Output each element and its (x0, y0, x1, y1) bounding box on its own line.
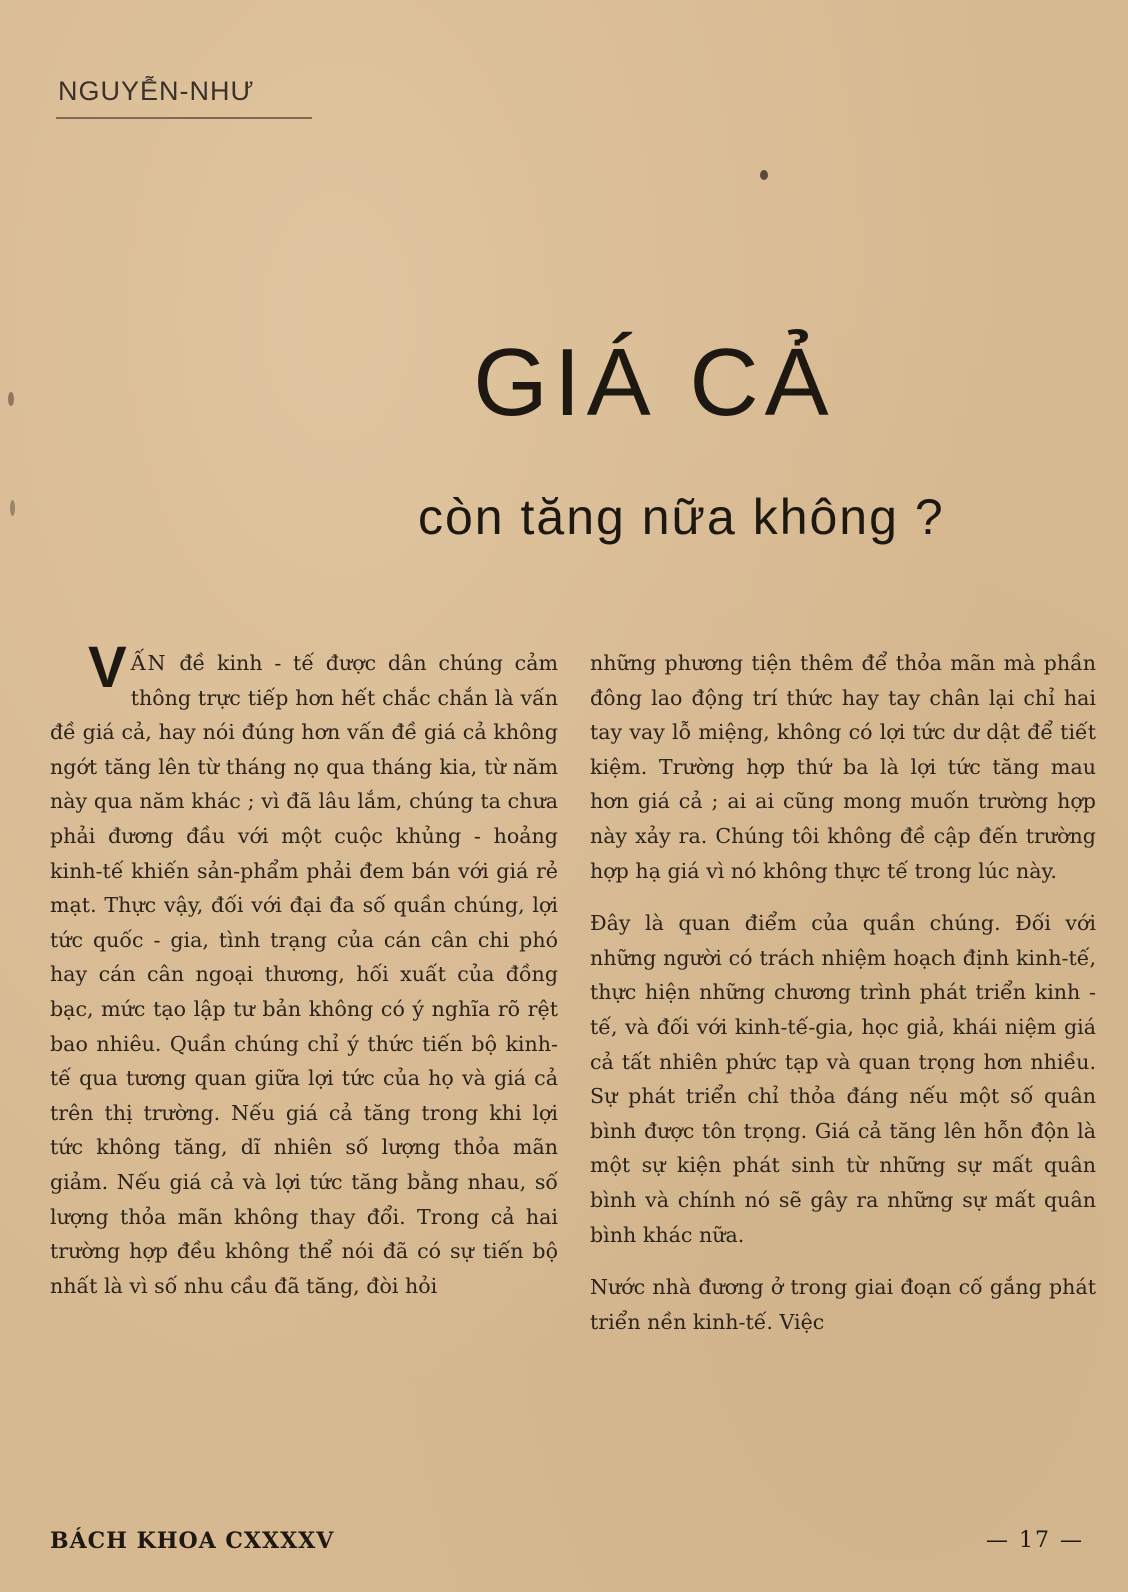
lead-caps: ẤN (130, 651, 168, 675)
right-paragraph-2: Đây là quan điểm của quần chúng. Đối với những người có trách nhiệm hoạch định kinh-tế, thực hiện những chương trình phát triển kinh - tế, và đối với kinh-tế-gia, học giả, khái niệm giá cả tất nhiên phức tạp và quan trọng hơn nhiều. Sự phát triển chỉ thỏa đáng nếu một số quân bình được tôn trọng. Giá cả tăng lên hỗn độn là một sự kiện phát sinh từ những sự mất quân bình và chính nó sẽ gây ra những sự mất quân bình khác nữa. (590, 911, 1096, 1247)
left-column (50, 635, 558, 1303)
page-number: — 17 — (986, 1528, 1084, 1553)
left-paragraph (50, 635, 558, 1303)
paper-speck (8, 392, 14, 406)
right-column (590, 646, 1096, 1339)
dropcap-letter: V (88, 635, 127, 700)
paper-speck (10, 500, 15, 516)
left-paragraph-text: đề kinh - tế được dân chúng cảm thông trực tiếp hơn hết chắc chắn là vấn đề giá cả, hay nói đúng hơn vấn đề giá cả không ngớt tăng lên từ tháng nọ qua tháng kia, từ năm này qua năm khác ; vì đã lâu lắm, chúng ta chưa phải đương đầu với một cuộc khủng - hoảng kinh-tế khiến sản-phẩm phải đem bán với giá rẻ mạt. Thực vậy, đối với đại đa số quần chúng, lợi tức quốc - gia, tình trạng của cán cân chi phó hay cán cân ngoại thương, hối xuất của đồng bạc, mức tạo lập tư bản không có ý nghĩa rõ rệt bao nhiêu. Quần chúng chỉ ý thức tiến bộ kinh-tế qua tương quan giữa lợi tức của họ và giá cả trên thị trường. Nếu giá cả tăng trong khi lợi tức không tăng, dĩ nhiên số lượng thỏa mãn giảm. Nếu giá cả và lợi tức tăng bằng nhau, số lượng thỏa mãn không thay đổi. Trong cả hai trường hợp đều không thể nói đã có sự tiến bộ nhất là vì số nhu cầu đã tăng, đòi hỏi (50, 651, 558, 1298)
publication-name: BÁCH KHOA CXXXXV (50, 1528, 335, 1554)
author-underline (56, 117, 312, 119)
author-name: NGUYỄN-NHƯ (58, 76, 255, 106)
article-subtitle: còn tăng nữa không ? (418, 489, 945, 545)
paper-speck (760, 170, 768, 180)
right-paragraph-3: Nước nhà đương ở trong giai đoạn cố gắng phát triển nền kinh-tế. Việc (590, 1275, 1096, 1334)
article-title: GIÁ CẢ (473, 329, 835, 436)
right-paragraph-1: những phương tiện thêm để thỏa mãn mà phần đông lao động trí thức hay tay chân lại chỉ hai tay vay lỗ miệng, không có lợi tức dư dật để tiết kiệm. Trường hợp thứ ba là lợi tức tăng mau hơn giá cả ; ai ai cũng mong muốn trường hợp này xảy ra. Chúng tôi không đề cập đến trường hợp hạ giá vì nó không thực tế trong lúc này. (590, 651, 1096, 883)
